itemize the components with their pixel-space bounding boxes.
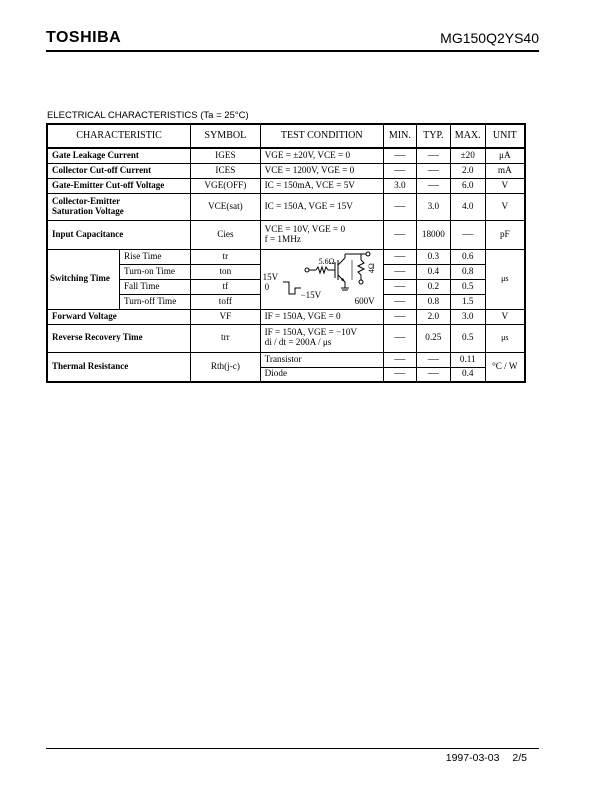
unit-cell: μs [485, 249, 525, 309]
switching-param-name: Rise Time [119, 249, 190, 264]
gate-pulse-waveform [283, 282, 301, 294]
symbol-cell: Rth(j-c) [191, 352, 260, 382]
max-cell: 1.5 [450, 294, 485, 309]
condition-cell: VGE = ±20V, VCE = 0 [260, 148, 383, 163]
typ-cell: — [416, 178, 450, 193]
max-cell: 4.0 [450, 193, 485, 220]
unit-cell: V [485, 178, 525, 193]
condition-line: IF = 150A, VGE = −10V [264, 327, 358, 338]
characteristic-cell: Gate Leakage Current [47, 148, 191, 163]
symbol-cell: tf [191, 279, 260, 294]
characteristic-cell: Gate-Emitter Cut-off Voltage [47, 178, 191, 193]
condition-line: f = 1MHz [264, 233, 301, 244]
typ-cell: 0.8 [416, 294, 450, 309]
condition-cell: IC = 150mA, VCE = 5V [260, 178, 383, 193]
table-row [47, 352, 525, 367]
symbol-cell: VF [191, 309, 260, 324]
col-header-test-condition: TEST CONDITION [260, 124, 383, 148]
condition-cell: IF = 150A, VGE = 0 [260, 309, 383, 324]
max-cell: 6.0 [450, 178, 485, 193]
typ-cell: 18000 [416, 220, 450, 249]
table-row [47, 220, 525, 249]
condition-cell: Transistor [260, 352, 383, 367]
min-cell: — [383, 294, 416, 309]
unit-cell: °C / W [485, 352, 525, 382]
load-resistor-symbol [358, 260, 364, 275]
footer-page-number: 2/5 [512, 752, 527, 764]
characteristic-line: Saturation Voltage [52, 205, 124, 216]
typ-cell: 0.4 [416, 264, 450, 279]
characteristic-cell: Reverse Recovery Time [47, 324, 191, 352]
min-cell: — [383, 309, 416, 324]
col-header-unit: UNIT [485, 124, 525, 148]
max-cell: 0.5 [450, 324, 485, 352]
switching-param-name: Turn-on Time [119, 264, 190, 279]
min-cell: — [383, 352, 416, 367]
table-row [47, 249, 525, 264]
max-cell: 0.11 [450, 352, 485, 367]
brand-logo: TOSHIBA [46, 29, 122, 46]
max-cell: 0.8 [450, 264, 485, 279]
table-row [47, 178, 525, 193]
switching-time-group: Switching Time [47, 249, 119, 309]
min-cell: — [383, 324, 416, 352]
symbol-cell: VCE(sat) [191, 193, 260, 220]
condition-cell: IC = 150A, VGE = 15V [260, 193, 383, 220]
footer [436, 752, 527, 764]
col-header-characteristic: CHARACTERISTIC [47, 124, 191, 148]
typ-cell: — [416, 352, 450, 367]
characteristic-line: Collector-Emitter [52, 196, 121, 207]
circuit-label-gate-resistor: 5.6Ω [318, 256, 335, 266]
circuit-label-load-resistor: 4Ω [366, 262, 376, 273]
min-cell: — [383, 163, 416, 178]
condition-cell: Diode [260, 367, 383, 382]
table-row [47, 324, 525, 352]
col-header-min: MIN. [383, 124, 416, 148]
symbol-cell: trr [191, 324, 260, 352]
section-title: ELECTRICAL CHARACTERISTICS (Ta = 25°C) [47, 110, 249, 121]
circuit-label-0: 0 [264, 281, 270, 292]
unit-cell: mA [485, 163, 525, 178]
min-cell: — [383, 367, 416, 382]
switching-param-name: Fall Time [119, 279, 190, 294]
gate-resistor-symbol [316, 267, 328, 273]
typ-cell: 0.3 [416, 249, 450, 264]
min-cell: — [383, 193, 416, 220]
min-cell: — [383, 148, 416, 163]
symbol-cell: IGES [191, 148, 260, 163]
footer-rule [46, 748, 539, 749]
table-row [47, 148, 525, 163]
switching-test-circuit [260, 249, 383, 309]
unit-cell: μA [485, 148, 525, 163]
supply-terminal [359, 280, 363, 284]
electrical-characteristics-table [46, 123, 526, 383]
max-cell: 3.0 [450, 309, 485, 324]
min-cell: — [383, 220, 416, 249]
symbol-cell: tr [191, 249, 260, 264]
condition-cell: VCE = 1200V, VGE = 0 [260, 163, 383, 178]
condition-cell [260, 324, 383, 352]
condition-line: di / dt = 200A / μs [264, 337, 332, 347]
part-number: MG150Q2YS40 [440, 30, 539, 46]
typ-cell: 0.25 [416, 324, 450, 352]
max-cell: 0.4 [450, 367, 485, 382]
symbol-cell: toff [191, 294, 260, 309]
characteristic-cell [47, 193, 191, 220]
unit-cell: pF [485, 220, 525, 249]
unit-cell: μs [485, 324, 525, 352]
typ-cell: — [416, 148, 450, 163]
footer-date: 1997-03-03 [445, 752, 500, 764]
min-cell: — [383, 249, 416, 264]
condition-line: VCE = 10V, VGE = 0 [264, 223, 346, 234]
characteristic-cell: Forward Voltage [47, 309, 191, 324]
condition-cell [260, 220, 383, 249]
symbol-cell: ton [191, 264, 260, 279]
col-header-typ: TYP. [416, 124, 450, 148]
circuit-label-supply: 600V [354, 295, 375, 306]
circuit-label-15v: 15V [262, 271, 279, 282]
table-header-row [47, 124, 525, 148]
typ-cell: 2.0 [416, 309, 450, 324]
characteristic-cell: Thermal Resistance [47, 352, 191, 382]
characteristic-cell: Collector Cut-off Current [47, 163, 191, 178]
max-cell: 0.6 [450, 249, 485, 264]
unit-cell: V [485, 309, 525, 324]
symbol-cell: ICES [191, 163, 260, 178]
typ-cell: — [416, 367, 450, 382]
unit-cell: V [485, 193, 525, 220]
switching-param-name: Turn-off Time [119, 294, 190, 309]
max-cell: ±20 [450, 148, 485, 163]
typ-cell: 0.2 [416, 279, 450, 294]
typ-cell: — [416, 163, 450, 178]
symbol-cell: VGE(OFF) [191, 178, 260, 193]
max-cell: 0.5 [450, 279, 485, 294]
table-row [47, 163, 525, 178]
table-row [47, 193, 525, 220]
min-cell: — [383, 264, 416, 279]
max-cell: — [450, 220, 485, 249]
gate-input-terminal [305, 268, 309, 272]
characteristic-cell: Input Capacitance [47, 220, 191, 249]
typ-cell: 3.0 [416, 193, 450, 220]
symbol-cell: Cies [191, 220, 260, 249]
min-cell: — [383, 279, 416, 294]
min-cell: 3.0 [383, 178, 416, 193]
col-header-max: MAX. [450, 124, 485, 148]
header-rule [46, 50, 539, 52]
circuit-label-minus-15v: −15V [300, 289, 322, 300]
max-cell: 2.0 [450, 163, 485, 178]
col-header-symbol: SYMBOL [191, 124, 260, 148]
